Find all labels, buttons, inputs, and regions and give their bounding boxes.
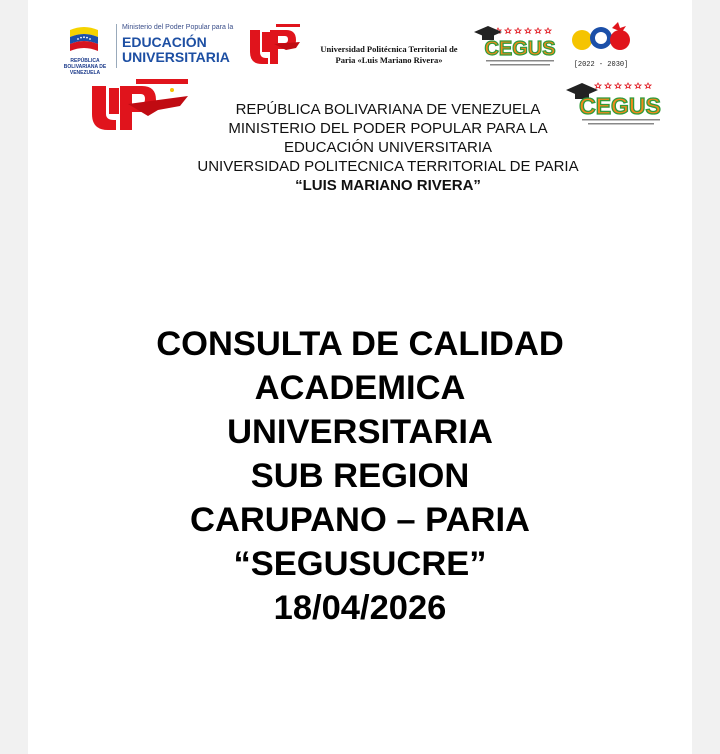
header-line-university: UNIVERSIDAD POLITECNICA TERRITORIAL DE PARIA	[197, 158, 579, 175]
title-line-3: UNIVERSITARIA	[227, 413, 493, 451]
header-line-ministry: MINISTERIO DEL PODER POPULAR PARA LA	[228, 120, 548, 137]
upt-mini-caption-line-2: Paria «Luis Mariano Rivera»	[335, 55, 443, 65]
header-line-republic: REPÚBLICA BOLIVARIANA DE VENEZUELA	[235, 101, 541, 118]
year-range-label: [2022 - 2030]	[573, 61, 629, 69]
title-line-1: CONSULTA DE CALIDAD	[156, 325, 564, 363]
title-line-5: CARUPANO – PARIA	[190, 501, 530, 539]
cegus-wordmark: CEGUS	[484, 38, 556, 60]
document-page	[28, 0, 692, 754]
logo-divider	[116, 24, 117, 68]
upt-mini-caption-line-1: Universidad Politécnica Territorial de	[320, 44, 458, 54]
institution-header	[88, 100, 688, 195]
title-line-4: SUB REGION	[250, 457, 470, 495]
upt-mini-caption	[304, 44, 474, 66]
header-line-education: EDUCACIÓN UNIVERSITARIA	[283, 139, 493, 156]
cegus-logo-icon	[472, 22, 564, 72]
title-date: 18/04/2026	[273, 589, 447, 627]
logo-strip	[58, 18, 678, 74]
cegus-main-wordmark: CEGUS	[579, 93, 661, 119]
ministry-name-line-2: UNIVERSITARIA	[122, 49, 230, 65]
upt-logo-icon	[246, 22, 302, 68]
document-title	[28, 322, 692, 630]
ministry-name-line-1: EDUCACIÓN	[122, 34, 207, 50]
anniversary-logo-icon	[568, 20, 634, 72]
venezuela-flag-icon	[66, 22, 102, 58]
header-line-university-name: “LUIS MARIANO RIVERA”	[295, 177, 481, 194]
title-line-2: ACADEMICA	[254, 369, 466, 407]
republic-label: REPÚBLICA BOLIVARIANA DE VENEZUELA	[63, 58, 107, 76]
title-line-6: “SEGUSUCRE”	[233, 545, 487, 583]
ministry-small-label: Ministerio del Poder Popular para la	[122, 24, 234, 31]
ministry-name	[122, 35, 230, 65]
